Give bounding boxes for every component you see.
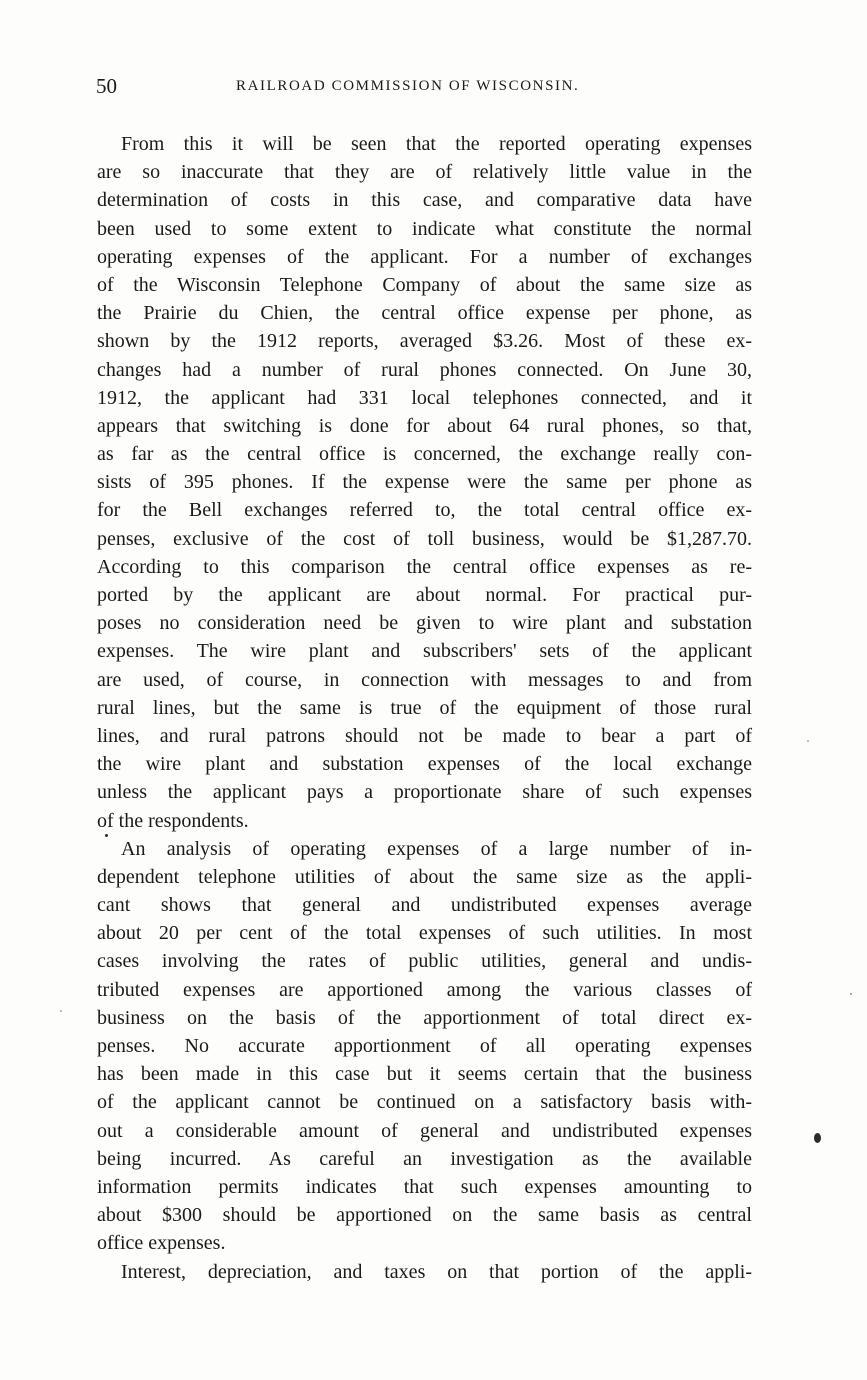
text-line: tributed expenses are apportioned among the various classes of [97,978,752,1001]
paragraph-1 [97,130,752,835]
ink-speck [850,993,852,995]
text-line: of the respondents. [97,809,249,832]
text-line: 1912, the applicant had 331 local telephones connected, and it [97,386,752,409]
text-line: of the applicant cannot be continued on a satisfactory basis with- [97,1091,752,1114]
text-line: changes had a number of rural phones connected. On June 30, [97,358,752,381]
body-text [97,130,752,1286]
text-line: dependent telephone utilities of about the same size as the appli- [97,865,752,888]
text-line: Interest, depreciation, and taxes on that portion of the appli- [121,1260,752,1283]
text-line: penses, exclusive of the cost of toll business, would be $1,287.70. [97,527,752,550]
text-line: An analysis of operating expenses of a large number of in- [121,837,752,860]
text-line: about $300 should be apportioned on the same basis as central [97,1204,752,1227]
text-line: From this it will be seen that the reported operating expenses [121,133,752,155]
text-line: being incurred. As careful an investigation as the available [97,1147,752,1170]
text-line: determination of costs in this case, and comparative data have [97,189,752,212]
text-line: unless the applicant pays a proportionate share of such expenses [97,781,752,804]
text-line: appears that switching is done for about 64 rural phones, so that, [97,414,752,437]
text-line: lines, and rural patrons should not be made to bear a part of [97,724,752,747]
text-line: operating expenses of the applicant. For a number of exchanges [97,245,752,268]
text-line: cant shows that general and undistributed expenses average [97,894,752,917]
ink-speck [814,1133,821,1143]
text-line: of the Wisconsin Telephone Company of about the same size as [97,273,752,296]
text-line: penses. No accurate apportionment of all operating expenses [97,1035,752,1057]
text-line: information permits indicates that such expenses amounting to [97,1175,752,1198]
text-line: rural lines, but the same is true of the equipment of those rural [97,696,752,719]
text-line: been used to some extent to indicate what constitute the normal [97,217,752,240]
running-head [96,74,756,100]
running-title: RAILROAD COMMISSION OF WISCONSIN. [236,78,580,94]
text-line: According to this comparison the central office expenses as re- [97,555,752,578]
text-line: business on the basis of the apportionment of total direct ex- [97,1006,752,1029]
text-line: cases involving the rates of public utilities, general and undis- [97,950,752,973]
text-line: sists of 395 phones. If the expense were the same per phone as [97,471,752,494]
text-line: out a considerable amount of general and undistributed expenses [97,1119,752,1142]
text-line: for the Bell exchanges referred to, the total central office ex- [97,499,752,522]
text-line: ported by the applicant are about normal. For practical pur- [97,584,752,606]
text-line: the Prairie du Chien, the central office expense per phone, as [97,302,752,325]
paragraph-2 [97,835,752,1258]
paragraph-3 [97,1258,752,1286]
text-line: are used, of course, in connection with messages to and from [97,668,752,691]
text-line: as far as the central office is concerned, the exchange really con- [97,443,752,466]
text-line: has been made in this case but it seems certain that the business [97,1063,752,1086]
page-number: 50 [96,74,117,98]
text-line: the wire plant and substation expenses of the local exchange [97,753,752,776]
ink-speck [807,740,809,742]
text-line: poses no consideration need be given to wire plant and substation [97,612,752,635]
text-line: are so inaccurate that they are of relatively little value in the [97,161,752,184]
text-line: about 20 per cent of the total expenses of such utilities. In most [97,922,752,945]
ink-speck [105,834,108,837]
text-line: shown by the 1912 reports, averaged $3.26. Most of these ex- [97,330,752,353]
text-line: office expenses. [97,1232,226,1255]
text-line: expenses. The wire plant and subscribers' sets of the applicant [97,640,752,663]
ink-speck [60,1010,62,1012]
